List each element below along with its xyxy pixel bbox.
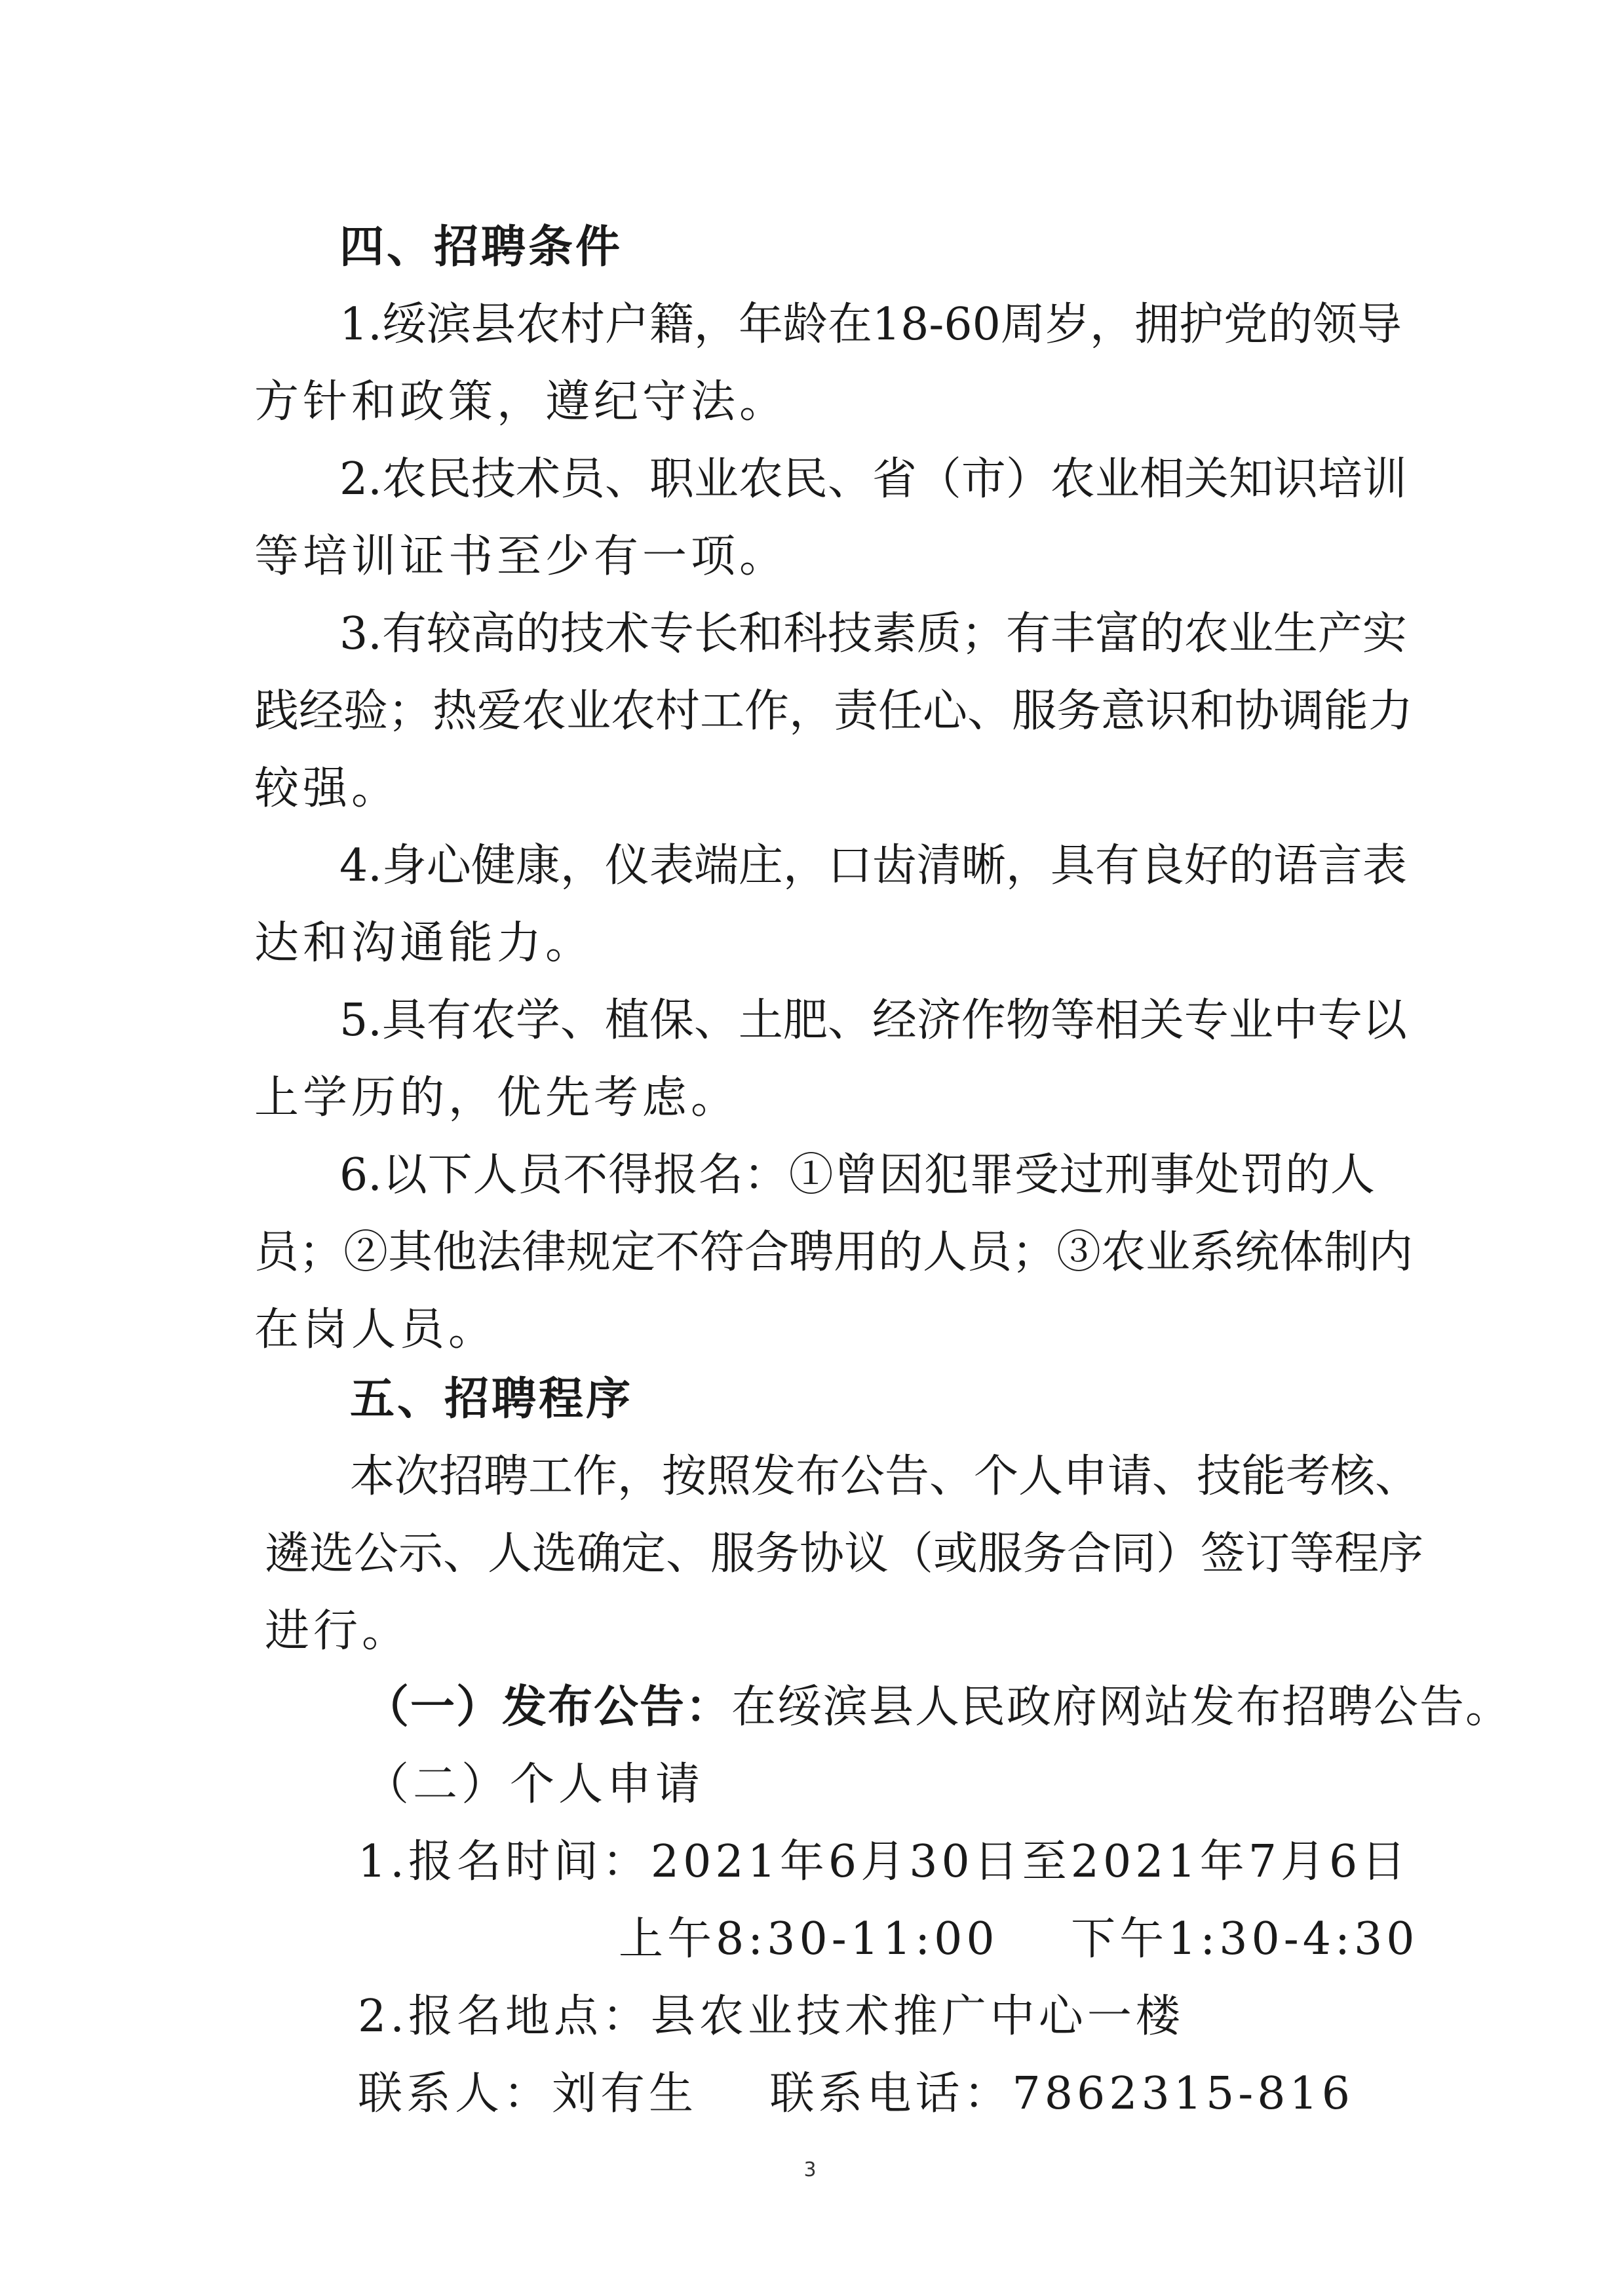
item-4-line-1: 4.身心健康，仪表端庄，口齿清晰，具有良好的语言表 xyxy=(339,840,1407,892)
publish-notice-line xyxy=(364,1681,1512,1733)
item-6-line-3: 在岗人员。 xyxy=(254,1304,497,1356)
item-5-line-2: 上学历的，优先考虑。 xyxy=(254,1072,740,1124)
section-4-heading: 四、招聘条件 xyxy=(339,221,623,273)
item-4-line-2: 达和沟通能力。 xyxy=(254,917,594,969)
section-5-heading: 五、招聘程序 xyxy=(350,1373,634,1425)
item-5-line-1: 5.具有农学、植保、土肥、经济作物等相关专业中专以 xyxy=(339,995,1407,1046)
item-2-line-2: 等培训证书至少有一项。 xyxy=(254,531,788,583)
registration-time-line-2: 上午8:30-11:00 下午1:30-4:30 xyxy=(619,1913,1419,1965)
item-6-line-1: 6.以下人员不得报名：①曾因犯罪受过刑事处罚的人 xyxy=(339,1149,1375,1201)
item-1-line-1: 1.绥滨县农村户籍，年龄在18-60周岁，拥护党的领导 xyxy=(339,299,1402,351)
publish-notice-label: （一）发布公告： xyxy=(364,1681,732,1733)
intro-line-3: 进行。 xyxy=(265,1605,411,1657)
intro-line-2: 遴选公示、人选确定、服务协议（或服务合同）签订等程序 xyxy=(265,1528,1424,1580)
intro-line-1: 本次招聘工作，按照发布公告、个人申请、技能考核、 xyxy=(350,1451,1420,1502)
item-3-line-1: 3.有较高的技术专长和科技素质；有丰富的农业生产实 xyxy=(339,608,1407,660)
item-1-line-2: 方针和政策，遵纪守法。 xyxy=(254,376,788,428)
item-6-line-2: 员；②其他法律规定不符合聘用的人员；③农业系统体制内 xyxy=(254,1227,1414,1278)
item-3-line-2: 践经验；热爱农业农村工作，责任心、服务意识和协调能力 xyxy=(254,685,1414,737)
item-3-line-3: 较强。 xyxy=(254,763,400,814)
page-number: 3 xyxy=(803,2158,817,2181)
publish-notice-text: 在绥滨县人民政府网站发布招聘公告。 xyxy=(731,1681,1512,1733)
registration-time-line-1: 1.报名时间：2021年6月30日至2021年7月6日 xyxy=(358,1836,1410,1888)
item-2-line-1: 2.农民技术员、职业农民、省（市）农业相关知识培训 xyxy=(339,453,1407,505)
registration-place: 2.报名地点：县农业技术推广中心一楼 xyxy=(358,1991,1184,2042)
contact-line: 联系人：刘有生 联系电话：7862315-816 xyxy=(358,2068,1355,2120)
personal-application-heading: （二）个人申请 xyxy=(364,1759,704,1810)
